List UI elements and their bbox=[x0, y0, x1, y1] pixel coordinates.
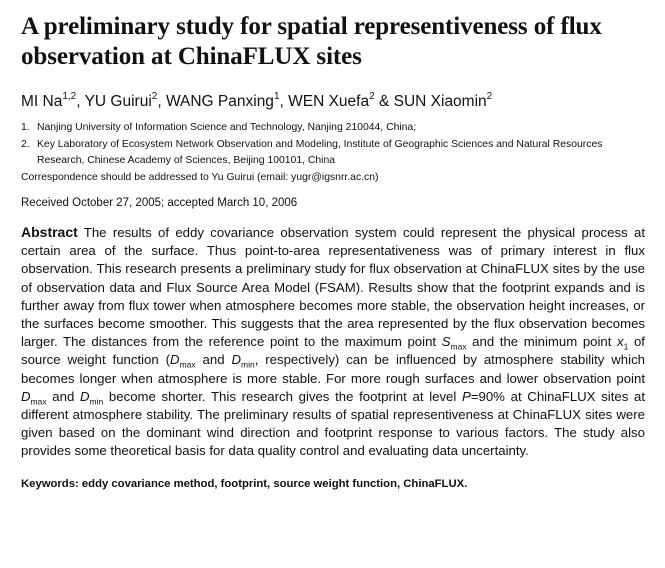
affiliation-2: 2. Key Laboratory of Ecosystem Network Observation and Modeling, Institute of Geographic Sciences and Natural Resources bbox=[21, 138, 603, 150]
correspondence: Correspondence should be addressed to Yu Guirui (email: yugr@igsnrr.ac.cn) bbox=[21, 171, 379, 183]
affiliation-1: 1. Nanjing University of Information Science and Technology, Nanjing 210044, China; bbox=[21, 122, 417, 133]
abstract: Abstract The results of eddy covariance observation system could represent the physical process at certain area of the surface. Thus point-to-area representativeness was of primary interest in flux observation. This research presents a preliminary study for flux observation at ChinaFLUX sites by the use of observation data and Flux Source Area Model (FSAM). Results show that the footprint expands and is further away from flux tower when atmosphere becomes more stable, the observation height increases, or the surfaces become smoother. This suggests that the area represented by the flux observation becomes larger. The distances from the reference point to the maximum point $S_{max}$ and the minimum point $x_1$ of source weight function ($D_{max}$ and $D_{min}$, respectively) can be influenced by atmosphere stability which becomes longer when atmosphere is more stable. For more rough surfaces and lower observation point $D_{max}$ and $D_{min}$ become shorter. This research gives the footprint at level P=90% at ChinaFLUX sites at different atmosphere stability. The preliminary results of spatial representiveness at ChinaFLUX sites were given based on the dominant wind direction and footprint response to various factors. The study also provides some theoretical basis for data quality control and evaluating data uncertainty. bbox=[21, 224, 645, 459]
abstract-label: Abstract bbox=[21, 224, 78, 240]
author-list bbox=[21, 92, 645, 112]
author: WEN Xuefa$^2$ & bbox=[288, 90, 394, 110]
received-dates: Received October 27, 2005; accepted March 10, 2006 bbox=[21, 197, 298, 209]
author: WANG Panxing$^1$, bbox=[165, 90, 289, 110]
paper-page bbox=[21, 12, 645, 492]
author: MI Na$^{1,2}$, bbox=[21, 90, 85, 110]
keywords: Keywords: eddy covariance method, footprint, source weight function, ChinaFLUX. bbox=[21, 477, 468, 490]
author: YU Guirui$^2$, bbox=[84, 90, 166, 110]
affiliations bbox=[21, 120, 645, 186]
author: SUN Xiaomin$^2$ bbox=[393, 90, 493, 110]
affiliation-2-continued: Research, Chinese Academy of Sciences, Beijing 100101, China bbox=[37, 155, 336, 166]
paper-title: A preliminary study for spatial representiveness of flux observation at ChinaFLUX sites bbox=[21, 13, 602, 70]
